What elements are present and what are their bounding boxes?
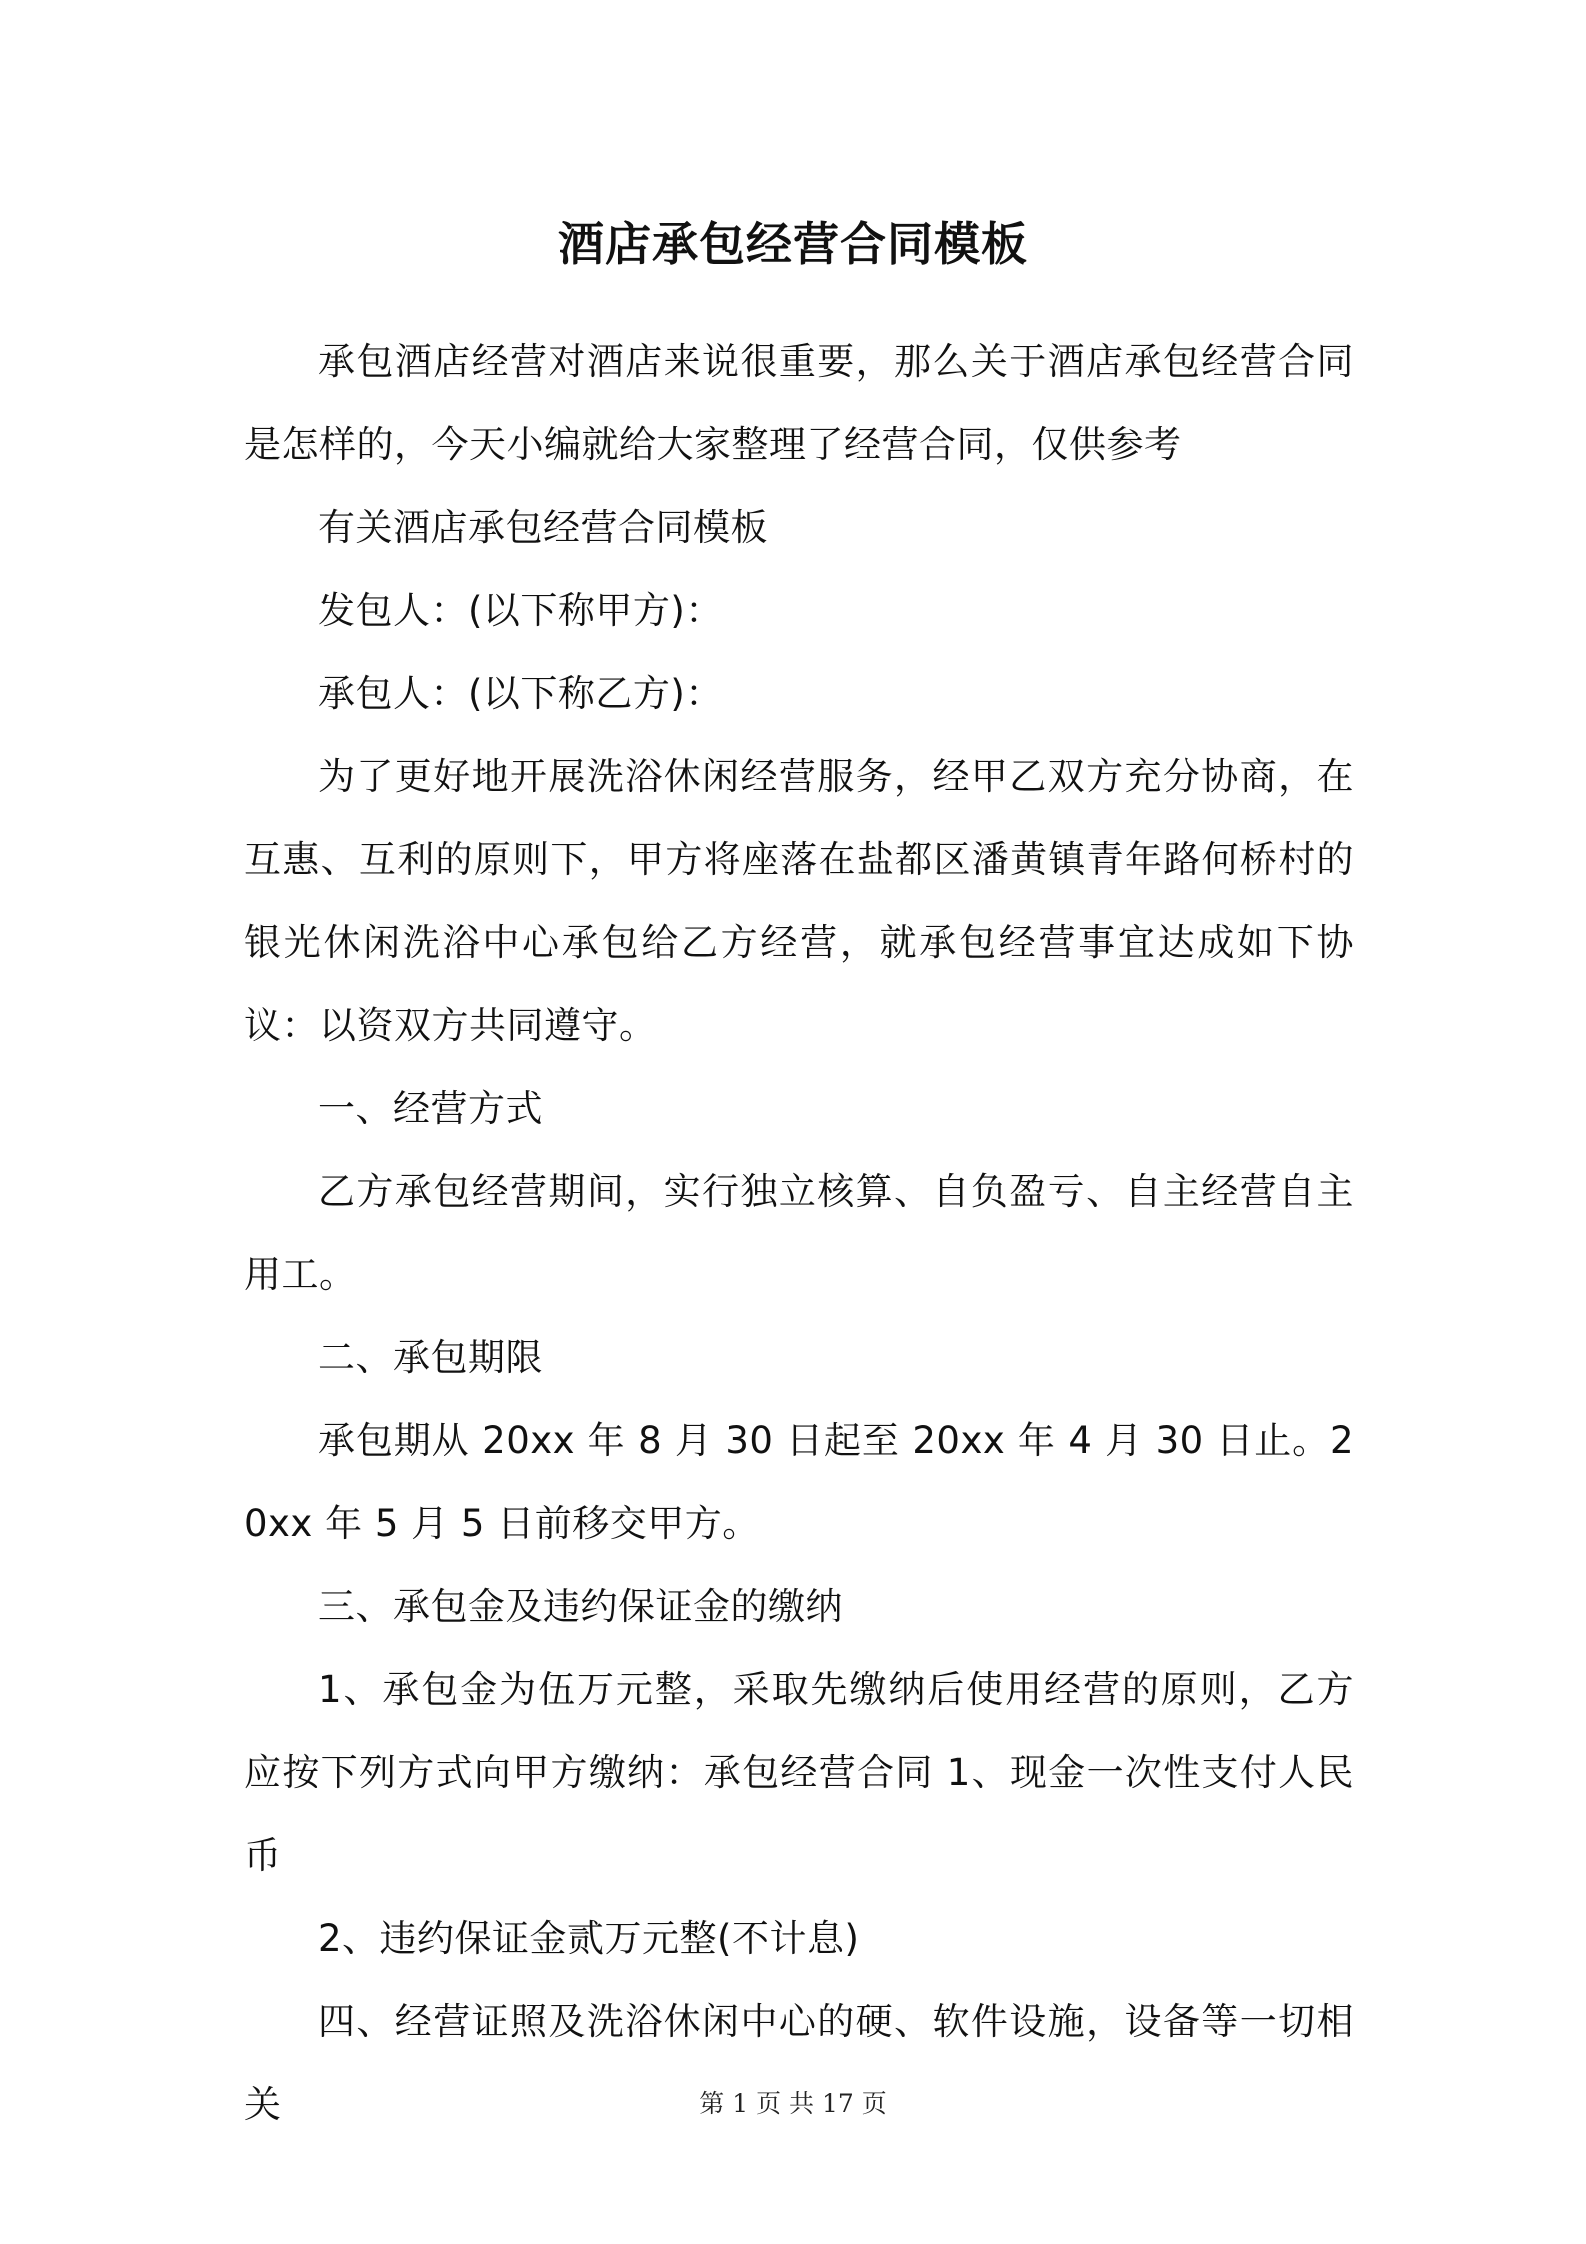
- document-title: 酒店承包经营合同模板: [558, 217, 1028, 271]
- party-a-line: 发包人：(以下称甲方)：: [318, 589, 723, 632]
- preamble-paragraph: 为了更好地开展洗浴休闲经营服务，经甲乙双方充分协商，在互惠、互利的原则下，甲方将座落在盐都区潘黄镇青年路何桥村的银光休闲洗浴中心承包给乙方经营，就承包经营事宜达成如下协议：以资双方共同遵守。: [244, 755, 1354, 1047]
- subtitle-paragraph: 有关酒店承包经营合同模板: [318, 506, 768, 549]
- section-1-paragraph: 乙方承包经营期间，实行独立核算、自负盈亏、自主经营自主用工。: [244, 1170, 1354, 1296]
- section-heading-4: 四、经营证照及洗浴休闲中心的硬、软件设施，设备等一切相关: [244, 2000, 1354, 2126]
- section-heading-3: 三、承包金及违约保证金的缴纳: [318, 1585, 843, 1628]
- page-number-footer: 第 1 页 共 17 页: [699, 2089, 887, 2118]
- document-body: [244, 320, 1354, 2146]
- party-b-line: 承包人：(以下称乙方)：: [318, 672, 723, 715]
- section-heading-2: 二、承包期限: [318, 1336, 543, 1379]
- section-3-item-1: 1、承包金为伍万元整，采取先缴纳后使用经营的原则，乙方应按下列方式向甲方缴纳：承包经营合同 1、现金一次性支付人民币: [244, 1668, 1354, 1877]
- section-3-item-2: 2、违约保证金贰万元整(不计息): [318, 1917, 860, 1960]
- section-heading-1: 一、经营方式: [318, 1087, 543, 1130]
- section-2-paragraph: 承包期从 20xx 年 8 月 30 日起至 20xx 年 4 月 30 日止。20xx 年 5 月 5 日前移交甲方。: [244, 1419, 1354, 1545]
- intro-paragraph: 承包酒店经营对酒店来说很重要，那么关于酒店承包经营合同是怎样的，今天小编就给大家整理了经营合同，仅供参考: [244, 340, 1354, 466]
